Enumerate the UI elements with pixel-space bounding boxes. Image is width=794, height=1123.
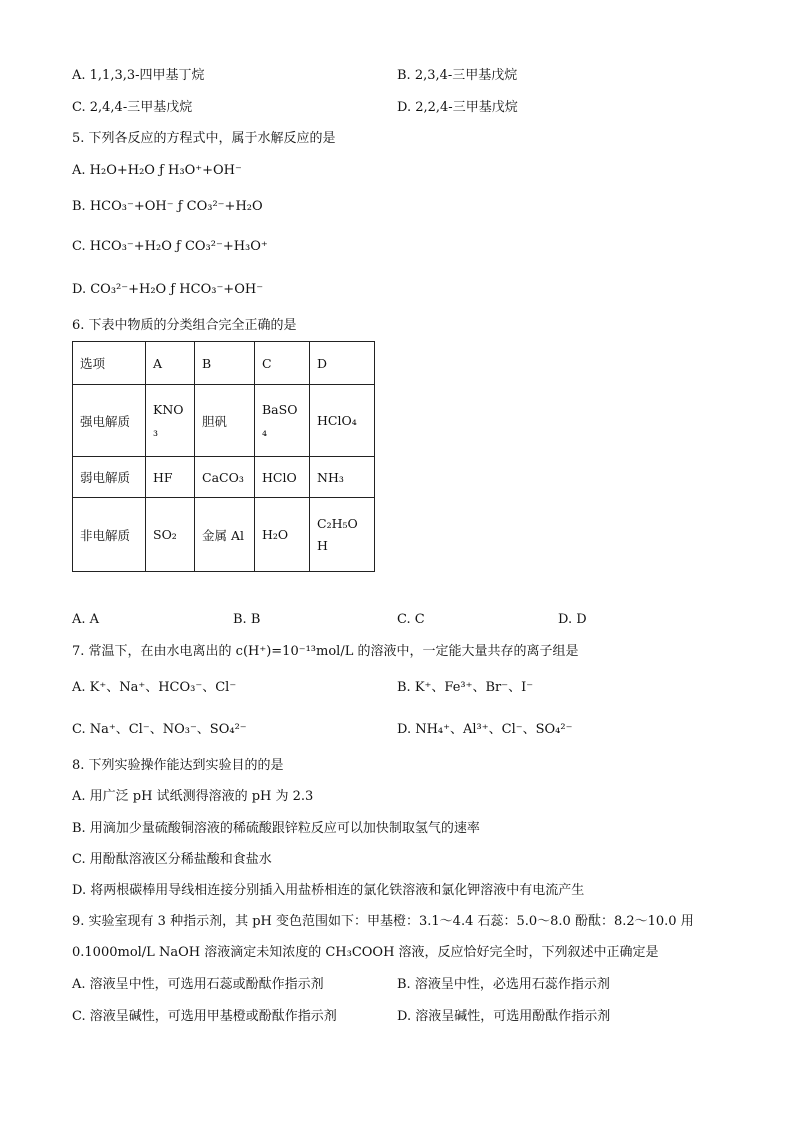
table-cell: HClO: [255, 457, 310, 498]
q6-option-b: B. B: [233, 612, 261, 627]
q7-stem: 7. 常温下，在由水电离出的 c(H⁺)=10⁻¹³mol/L 的溶液中，一定能大量共存的离子组是: [72, 644, 579, 659]
table-cell: BaSO₄: [255, 385, 310, 457]
table-cell: HClO₄: [310, 385, 375, 457]
q5-option-c: C. HCO₃⁻+H₂O ƒ CO₃²⁻+H₃O⁺: [72, 239, 268, 254]
q7-option-b: B. K⁺、Fe³⁺、Br⁻、I⁻: [397, 680, 534, 695]
table-cell: SO₂: [146, 498, 195, 572]
q7-option-a: A. K⁺、Na⁺、HCO₃⁻、Cl⁻: [72, 680, 237, 695]
q4-option-d: D. 2,2,4-三甲基戊烷: [397, 100, 518, 115]
table-row: [73, 457, 375, 498]
q8-option-d: D. 将两根碳棒用导线相连接分别插入用盐桥相连的氯化铁溶液和氯化钾溶液中有电流产生: [72, 883, 585, 898]
table-header-cell: A: [146, 342, 195, 385]
table-cell: 非电解质: [73, 498, 146, 572]
q8-option-b: B. 用滴加少量硫酸铜溶液的稀硫酸跟锌粒反应可以加快制取氢气的速率: [72, 821, 480, 836]
q6-stem: 6. 下表中物质的分类组合完全正确的是: [72, 318, 297, 333]
table-header-cell: D: [310, 342, 375, 385]
q6-option-a: A. A: [72, 612, 100, 627]
table-cell: HF: [146, 457, 195, 498]
table-cell: KNO₃: [146, 385, 195, 457]
q5-option-a: A. H₂O+H₂O ƒ H₃O⁺+OH⁻: [72, 163, 242, 178]
table-row: [73, 385, 375, 457]
q6-option-c: C. C: [397, 612, 425, 627]
q8-option-a: A. 用广泛 pH 试纸测得溶液的 pH 为 2.3: [72, 789, 314, 804]
table-cell: H₂O: [255, 498, 310, 572]
q5-option-b: B. HCO₃⁻+OH⁻ ƒ CO₃²⁻+H₂O: [72, 199, 263, 214]
classification-table: [72, 341, 375, 572]
q9-stem-line1: 9. 实验室现有 3 种指示剂，其 pH 变色范围如下：甲基橙：3.1～4.4 石蕊：5.0～8.0 酚酞：8.2～10.0 用: [72, 914, 694, 929]
q9-option-d: D. 溶液呈碱性，可选用酚酞作指示剂: [397, 1009, 611, 1024]
q5-option-d: D. CO₃²⁻+H₂O ƒ HCO₃⁻+OH⁻: [72, 282, 264, 297]
table-header-cell: 选项: [73, 342, 146, 385]
q4-option-c: C. 2,4,4-三甲基戊烷: [72, 100, 193, 115]
table-header-cell: C: [255, 342, 310, 385]
q9-option-b: B. 溶液呈中性，必选用石蕊作指示剂: [397, 977, 610, 992]
table-cell: NH₃: [310, 457, 375, 498]
q7-option-c: C. Na⁺、Cl⁻、NO₃⁻、SO₄²⁻: [72, 722, 247, 737]
q9-stem-line2: 0.1000mol/L NaOH 溶液滴定未知浓度的 CH₃COOH 溶液，反应恰好完全时，下列叙述中正确定是: [72, 945, 659, 960]
q4-option-a: A. 1,1,3,3-四甲基丁烷: [72, 68, 205, 83]
q8-option-c: C. 用酚酞溶液区分稀盐酸和食盐水: [72, 852, 272, 867]
q6-option-d: D. D: [558, 612, 587, 627]
q5-stem: 5. 下列各反应的方程式中，属于水解反应的是: [72, 131, 336, 146]
table-cell: 金属 Al: [195, 498, 255, 572]
table-cell: 弱电解质: [73, 457, 146, 498]
q7-option-d: D. NH₄⁺、Al³⁺、Cl⁻、SO₄²⁻: [397, 722, 573, 737]
q4-option-b: B. 2,3,4-三甲基戊烷: [397, 68, 518, 83]
table-cell: C₂H₅OH: [310, 498, 375, 572]
table-row: [73, 498, 375, 572]
table-cell: 胆矾: [195, 385, 255, 457]
table-header-cell: B: [195, 342, 255, 385]
q9-option-a: A. 溶液呈中性，可选用石蕊或酚酞作指示剂: [72, 977, 324, 992]
table-cell: 强电解质: [73, 385, 146, 457]
table-row: [73, 342, 375, 385]
q9-option-c: C. 溶液呈碱性，可选用甲基橙或酚酞作指示剂: [72, 1009, 337, 1024]
table-cell: CaCO₃: [195, 457, 255, 498]
q8-stem: 8. 下列实验操作能达到实验目的的是: [72, 758, 284, 773]
